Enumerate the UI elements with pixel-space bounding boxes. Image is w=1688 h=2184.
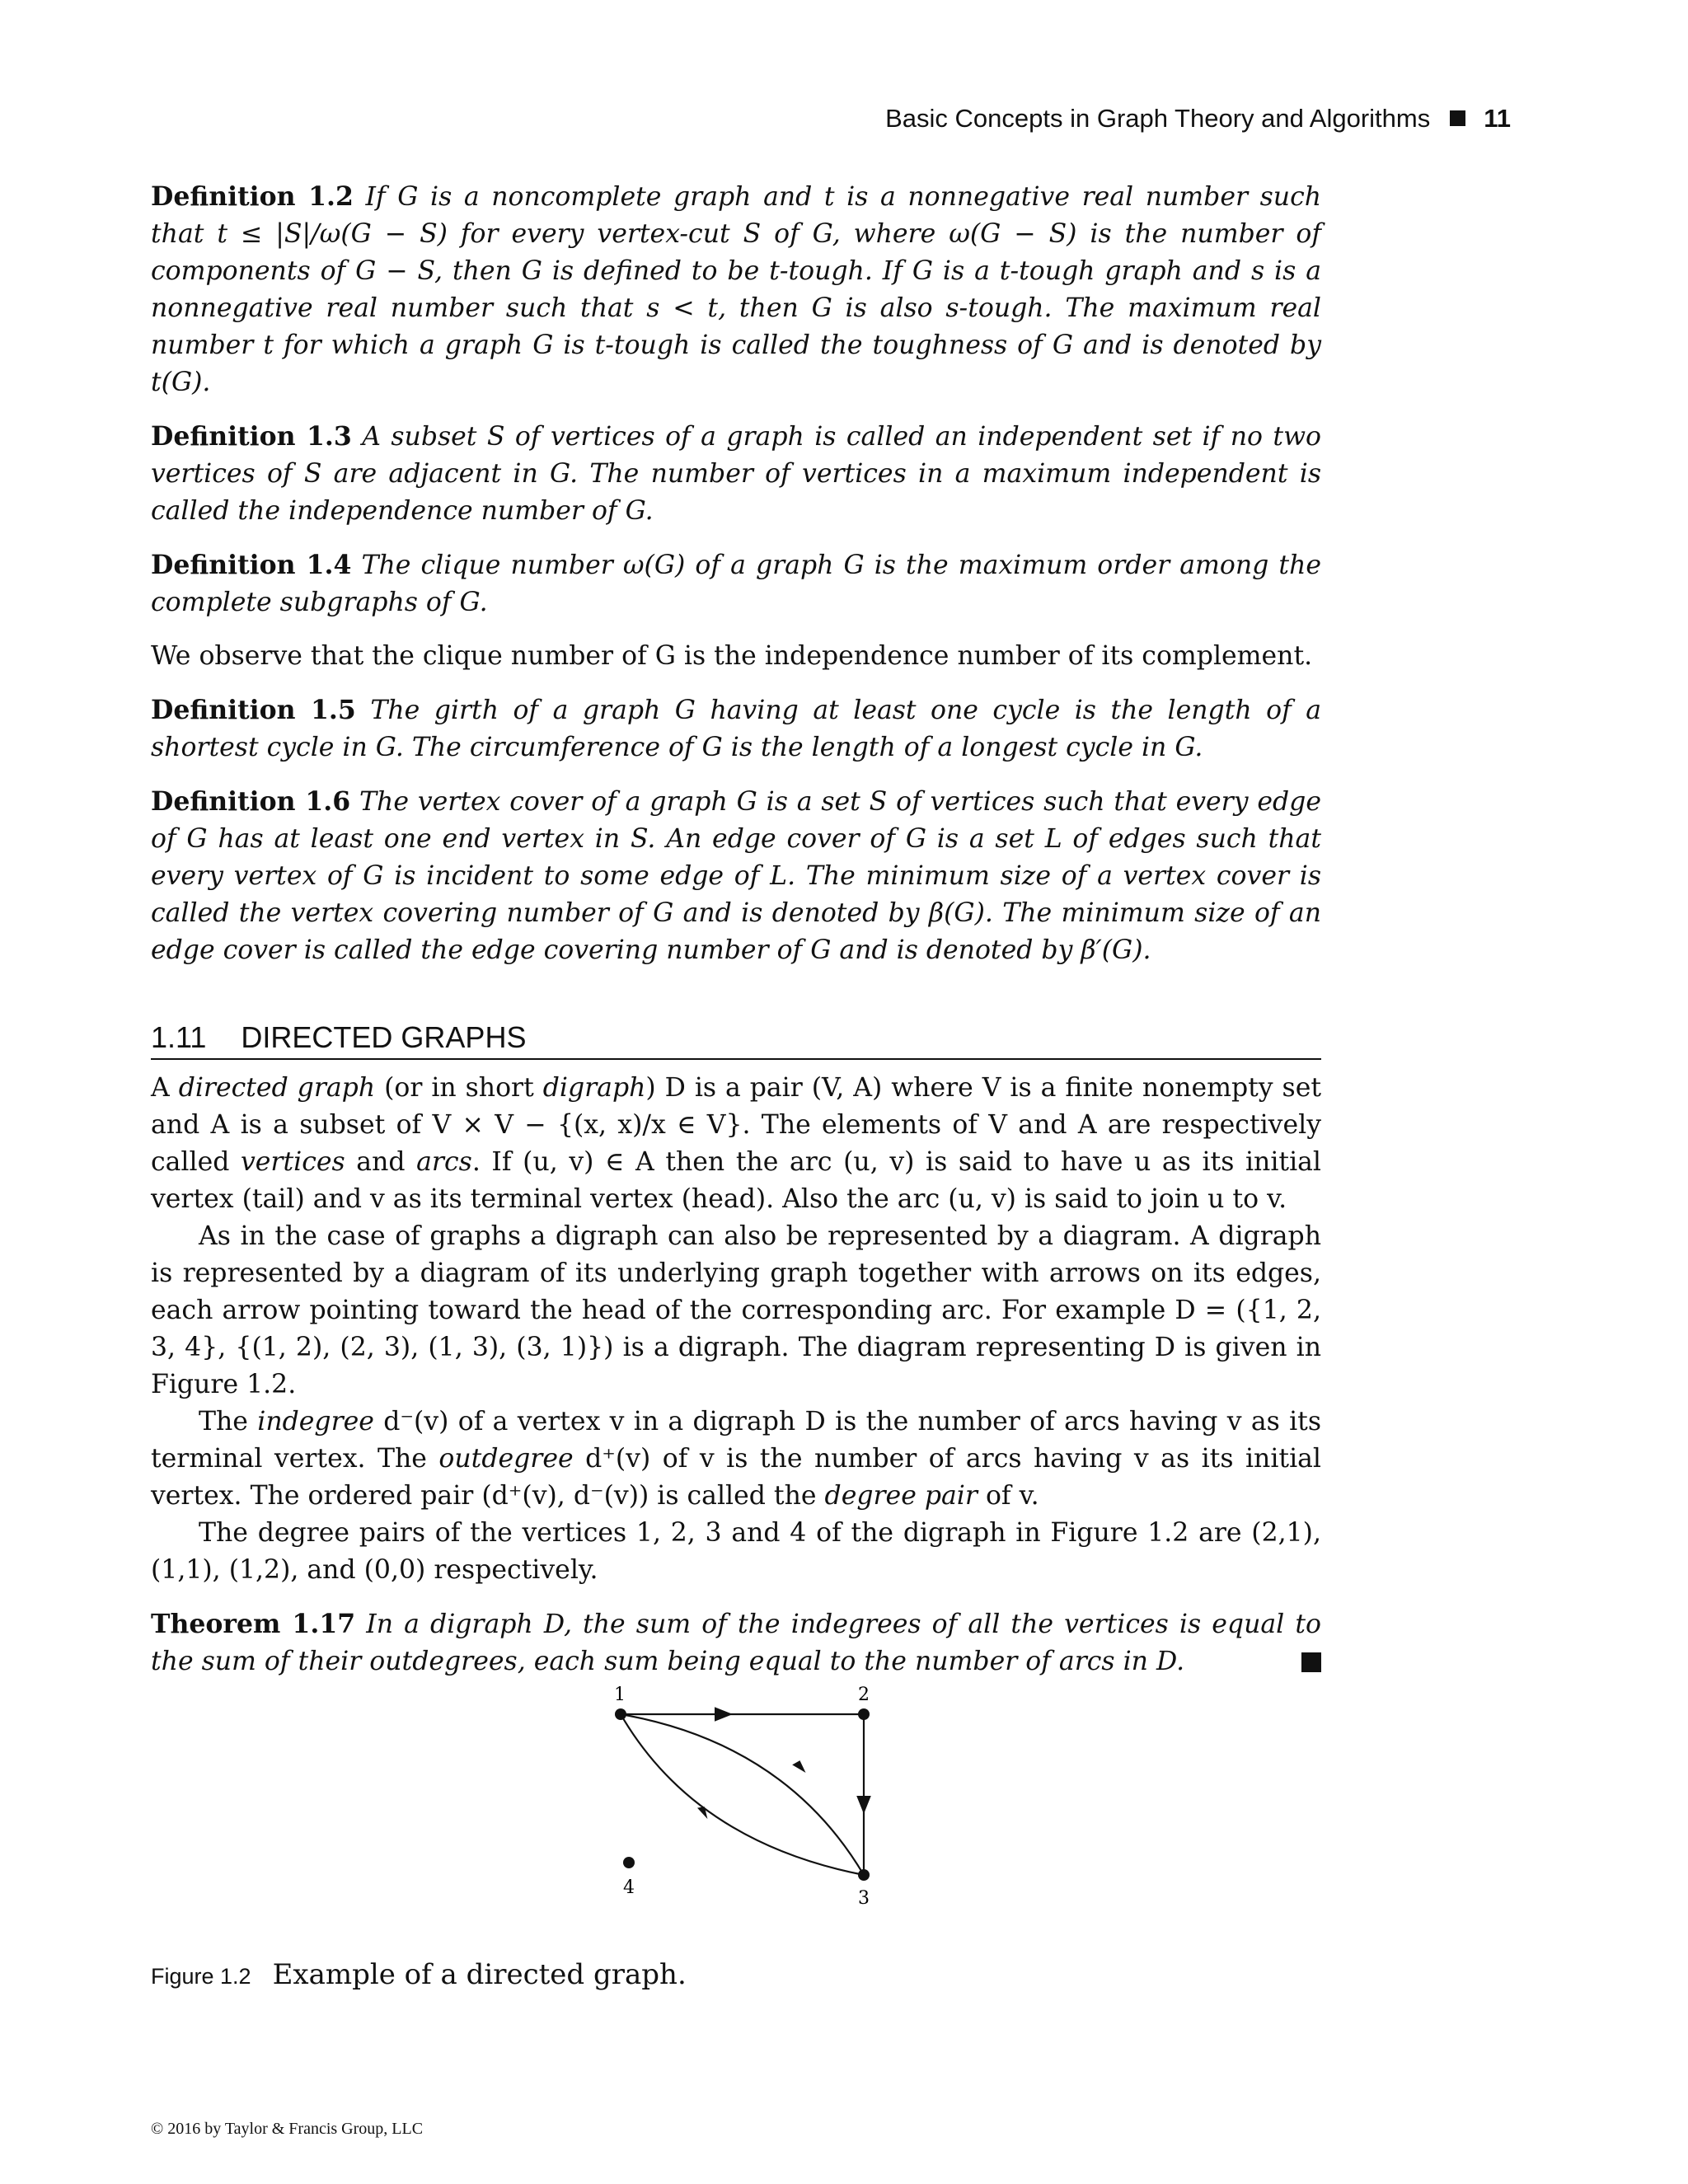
definition-text: The clique number ω(G) of a graph G is the maximum order among the complete subgraphs of G.	[151, 551, 1322, 617]
vertex-1	[615, 1708, 626, 1720]
observation-paragraph: We observe that the clique number of G is the independence number of its complement.	[151, 641, 1313, 671]
term-digraph: digraph	[542, 1073, 646, 1103]
section-heading	[151, 1020, 1321, 1060]
definition-text: If G is a noncomplete graph and t is a nonnegative real number such that t ≤ |S|/ω(G − S) for every vertex-cut S of G, where ω(G − S) is the number of components of G − S, then G is defined to be t-tough. If G is a t-tough graph and s is a nonnegative real number such that s < t, then G is also s-tough. The maximum real number t for which a graph G is t-tough is called the toughness of G and is denoted by t(G).	[151, 182, 1322, 397]
text-run: d⁻(v) of a vertex v in a digraph D is the number of arcs having v as its terminal vertex. The	[151, 1407, 1322, 1474]
definition-1-3	[151, 418, 1321, 530]
digraph-definition-paragraph	[151, 1070, 1321, 1218]
digraph-figure	[596, 1677, 959, 1949]
degree-paragraph	[151, 1404, 1321, 1515]
qed-square-icon	[1301, 1652, 1321, 1672]
diagram-paragraph: As in the case of graphs a digraph can also be represented by a diagram. A digraph is represented by a diagram of its underlying graph together with arrows on its edges, each arrow pointing toward the head of the corresponding arc. For example D = ({1, 2, 3, 4}, {(1, 2), (2, 3), (1, 3), (3, 1)}) is a digraph. The diagram representing D is given in Figure 1.2.	[151, 1221, 1321, 1399]
text-run: (or in short	[375, 1073, 543, 1103]
definition-label: Definition 1.4	[151, 550, 352, 580]
definition-1-4	[151, 546, 1321, 621]
text-run: ) D is a pair (V, A) where V is a finite nonempty set and A is a subset of V × V − {(x, x)/x ∈ V}. The elements of V and A are respectively called	[151, 1073, 1322, 1177]
vertex-label-4: 4	[623, 1877, 635, 1898]
term-outdegree: outdegree	[438, 1444, 574, 1474]
term-indegree: indegree	[257, 1407, 374, 1436]
definition-label: Definition 1.6	[151, 786, 351, 817]
degree-pairs-paragraph: The degree pairs of the vertices 1, 2, 3 and 4 of the digraph in Figure 1.2 are (2,1), (1,1), (1,2), and (0,0) respectively.	[151, 1518, 1321, 1585]
square-bullet-icon	[1450, 110, 1465, 126]
text-run: d⁺(v) of v is the number of arcs having v as its initial vertex. The ordered pair (d⁺(v), d⁻(v)) is called the	[151, 1444, 1321, 1511]
vertex-3	[858, 1869, 870, 1881]
vertex-label-2: 2	[858, 1685, 870, 1705]
figure-label: Figure 1.2	[151, 1964, 251, 1989]
text-run: . If (u, v) ∈ A then the arc (u, v) is said to have u as its initial vertex (tail) and v as its terminal vertex (head). Also the arc (u, v) is said to join u to v.	[151, 1147, 1322, 1214]
section-title: DIRECTED GRAPHS	[241, 1020, 527, 1054]
text-run: of v.	[977, 1481, 1039, 1511]
definition-text: The girth of a graph G having at least one cycle is the length of a shortest cycle in G. The circumference of G is the length of a longest cycle in G.	[151, 696, 1322, 762]
arc-3-1	[621, 1714, 864, 1875]
text-run: and	[345, 1147, 417, 1177]
running-head-title: Basic Concepts in Graph Theory and Algorithms	[885, 104, 1431, 133]
figure-caption-text: Example of a directed graph.	[272, 1958, 687, 1991]
definition-label: Definition 1.3	[151, 421, 352, 452]
arc-1-3	[621, 1714, 864, 1875]
vertex-2	[858, 1708, 870, 1720]
copyright-footer: © 2016 by Taylor & Francis Group, LLC	[151, 2120, 424, 2138]
term-degree-pair: degree pair	[824, 1481, 978, 1511]
body-text	[151, 178, 1321, 1697]
term-arcs: arcs	[416, 1147, 472, 1177]
page-number: 11	[1484, 104, 1511, 133]
definition-text: The vertex cover of a graph G is a set S of vertices such that every edge of G has at least one end vertex in S. An edge cover of G is a set L of edges such that every vertex of G is incident to some edge of L. The minimum size of a vertex cover is called the vertex covering number of G and is denoted by β(G). The minimum size of an edge cover is called the edge covering number of G and is denoted by β′(G).	[151, 787, 1321, 965]
text-run: The	[199, 1407, 258, 1436]
vertex-label-3: 3	[858, 1888, 870, 1909]
section-number: 1.11	[151, 1020, 207, 1054]
theorem-label: Theorem 1.17	[151, 1609, 356, 1639]
term-directed-graph: directed graph	[178, 1073, 376, 1103]
theorem-text: In a digraph D, the sum of the indegrees of all the vertices is equal to the sum of their outdegrees, each sum being equal to the number of arcs in D.	[151, 1610, 1321, 1676]
arc-1-3-arrow	[791, 1759, 808, 1772]
page	[151, 0, 1511, 2184]
definition-1-5	[151, 691, 1321, 766]
term-vertices: vertices	[241, 1147, 345, 1177]
definition-text: A subset S of vertices of a graph is called an independent set if no two vertices of S are adjacent in G. The number of vertices in a maximum independent is called the independence number of G.	[151, 422, 1321, 526]
definition-label: Definition 1.2	[151, 181, 354, 212]
running-head	[110, 104, 1511, 134]
text-run: A	[151, 1073, 179, 1103]
definition-1-6	[151, 783, 1321, 969]
definition-label: Definition 1.5	[151, 695, 356, 725]
vertex-4	[623, 1857, 635, 1868]
figure-caption	[151, 1958, 687, 1991]
vertex-label-1: 1	[614, 1685, 626, 1705]
definition-1-2	[151, 178, 1321, 401]
theorem-1-17	[151, 1605, 1321, 1680]
